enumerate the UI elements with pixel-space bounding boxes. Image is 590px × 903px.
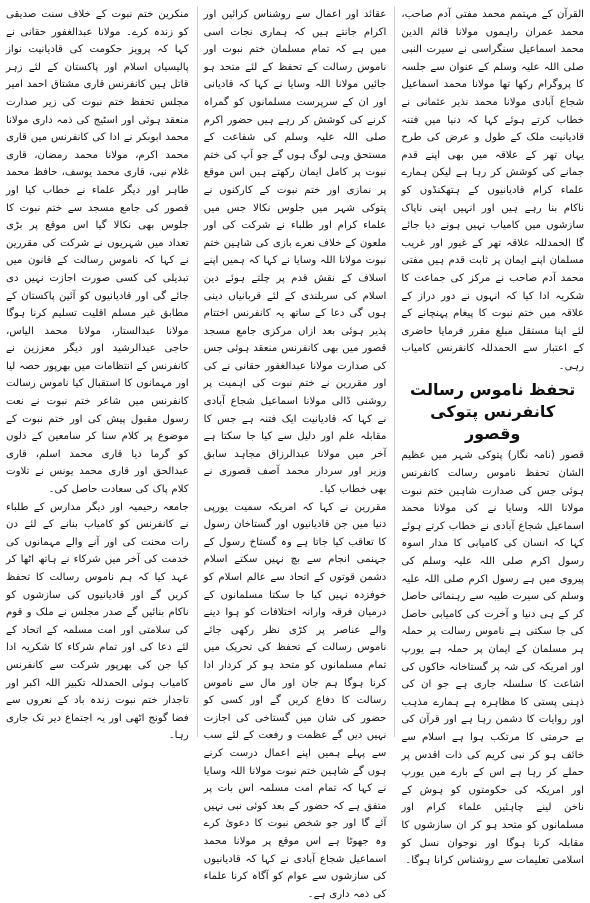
article-column-1	[394, 6, 584, 867]
article-column-2	[197, 6, 387, 900]
column-1-paragraph-2: قصور (نامہ نگار) پتوکی شہر میں عظیم الشان تحفظ ناموس رسالت کانفرنس ہوئی جس کی صدارت شاہین ختم نبوت مولانا اللہ وسایا نے کی مولانا محمد اسماعیل شجاع آبادی نے خطاب کرتے ہوئے کہا کہ انسان کی کامیابی کا مدار اسوہ رسول اکرم صلی اللہ علیہ وسلم کی پیروی میں ہے رسول اکرم صلی اللہ علیہ وسلم کی سیرت طیبہ سے رہنمائی حاصل کر کے ہی دنیا و آخرت کی کامیابی حاصل کی جا سکتی ہے ناموس رسالت پر حملہ ہر مسلمان کے ایمان پر حملہ ہے یورپ اور امریکہ کی شہ پر گستاخانہ خاکوں کی اشاعت کا سلسلہ جاری ہے جو ان کی ذہنی پستی کا مظاہرہ ہے ہمارے مذہب اور روایات کا دشمن رہا ہے اور قرآن کی بے حرمتی کا مرتکب ہوا ہے اسلام سے خائف ہو کر نبی کریم کی ذات اقدس پر حملے کر رہا ہے اس کے بارے میں یورپ اور امریکہ کی حکومتوں کو ہوش کے ناخن لینے چاہئیں علماء کرام اور مسلمانوں کو متحد ہو کر ان سازشوں کا مقابلہ کرنا ہوگا اور نوجوان نسل کو اسلامی تعلیمات سے روشناس کرانا ہوگا۔	[401, 450, 584, 867]
column-1-paragraph-1: القرآن کے مہتمم محمد مفتی آدم صاحب، محمد عمران راہموں مولانا قائم الدین محمد اسماعیل سنگراسی نے سیرت النبی صلی اللہ علیہ وسلم کے عنوان سے جلسہ کا پروگرام رکھا تھا مولانا محمد اسماعیل شجاع آبادی مولانا محمد نذیر عثمانی نے خطاب کرتے ہوئے کہا کہ دنیا میں فتنہ قادیانیت ملک کے طول و عرض کی طرح یہاں تھر کے علاقہ میں بھی اپنے قدم جمانے کی کوشش کر رہا ہے لیکن ہمارے علماء کرام قادیانیوں کے ہتھکنڈوں کو ناکام بنا رہے ہیں اور انہیں اپنی ناپاک سازشوں میں کامیاب نہیں ہونے دیا جائے گا الحمدللہ علاقہ تھر کے غیور اور غریب مسلمان اپنے ایمان پر ثابت قدم ہیں مفتی محمد آدم صاحب نے مرکز کی جماعت کا شکریہ ادا کیا کہ انہوں نے دور دراز کے علاقہ میں ختم نبوت کا پیغام پہنچانے کے لئے اپنا مستقل مبلغ مقرر فرمایا حاضری کے اعتبار سے الحمدللہ کانفرنس کامیاب رہی۔	[401, 9, 584, 372]
column-2-paragraph-1: عقائد اور اعمال سے روشناس کرائیں اور اکرام جانتے ہیں کہ ہماری نجات اسی میں ہے کہ تمام مسلمان ختم نبوت اور ناموس رسالت کے تحفظ کے لئے متحد ہو جائیں مولانا اللہ وسایا نے کہا کہ قادیانی اور ان کے سرپرست مسلمانوں کو گمراہ کرنے کی کوشش کر رہے ہیں حضور اکرم صلی اللہ علیہ وسلم کی شفاعت کے مستحق وہی لوگ ہوں گے جو آپ کی ختم نبوت پر کامل ایمان رکھتے ہیں اس موقع پر نمازی اور ختم نبوت کے کارکنوں نے پتوکی شہر میں جلوس نکالا جس میں علماء کرام اور طلباء نے شرکت کی اور ملعون کے خلاف نعرے بازی کی شاہین ختم نبوت مولانا اللہ وسایا نے کہا کہ ہمیں اپنے اسلاف کے نقش قدم پر چلتے ہوئے دین اسلام کی سربلندی کے لئے قربانیاں دینی ہوں گی دعا کے ساتھ یہ کانفرنس اختتام پذیر ہوئی بعد ازاں مرکزی جامع مسجد قصور میں بھی کانفرنس منعقد ہوئی جس کی صدارت مولانا عبدالغفور حقانی نے کی اور مقررین نے ختم نبوت کی اہمیت پر روشنی ڈالی مولانا اسماعیل شجاع آبادی نے کہا کہ قادیانیت ایک فتنہ ہے جس کا مقابلہ علم اور دلیل سے کیا جا سکتا ہے آخر میں مولانا عبدالرزاق مجاہد سابق وزیر اور سردار محمد آصف قصوری نے بھی خطاب کیا۔	[203, 9, 387, 496]
article-column-3	[5, 6, 189, 742]
column-3-paragraph-1: منکرین ختم نبوت کے خلاف سنت صدیقی کو زندہ کرے۔ مولانا عبدالغفور حقانی نے کہا کہ پرویز حکومت کی قادیانیت نواز پالیسیاں اسلام اور پاکستان کے لئے زہر قاتل ہیں کانفرنس قاری مشتاق احمد امیر مجلس تحفظ ختم نبوت کی زیر صدارت منعقد ہوئی اور اسٹیج کی ذمہ داری مولانا محمد ابوبکر نے ادا کی کانفرنس میں قاری محمد اکرم، مولانا محمد رمضان، قاری غلام نبی، قاری محمد یوسف، حافظ محمد طاہر اور دیگر علماء نے خطاب کیا اور قصور کی جامع مسجد سے ختم نبوت کا جلوس بھی نکالا گیا اس موقع پر بڑی تعداد میں شہریوں نے شرکت کی مقررین نے کہا کہ ناموس رسالت کے قانون میں تبدیلی کی کسی صورت اجازت نہیں دی جائے گی اور قادیانیوں کو آئین پاکستان کے مطابق غیر مسلم اقلیت تسلیم کرنا ہوگا مولانا عبدالستار، مولانا محمد الیاس، حاجی عبدالرشید اور دیگر معززین نے کانفرنس کے انتظامات میں بھرپور حصہ لیا اور مہمانوں کا استقبال کیا ناموس رسالت کانفرنس میں شاعر ختم نبوت نے نعت رسول مقبول پیش کی اور ختم نبوت کے موضوع پر کلام سنا کر سامعین کے دلوں کو گرما دیا قاری محمد اسلم، قاری عبدالحق اور قاری محمد یونس نے تلاوت کلام پاک کی سعادت حاصل کی۔	[5, 9, 189, 496]
column-2-paragraph-2: مقررین نے کہا کہ امریکہ سمیت یورپی دنیا میں جن قادیانیوں اور گستاخان رسول کا تعاقب کیا جاتا ہے وہ گستاخ رسول کے جہنمی انجام سے بچ نہیں سکتے اسلام دشمن قوتوں کے اتحاد سے عالم اسلام کو خوفزدہ نہیں کیا جا سکتا مسلمانوں کے درمیان فرقہ وارانہ اختلافات کو ہوا دینے والے عناصر پر کڑی نظر رکھی جائے ناموس رسالت کے تحفظ کی تحریک میں تمام مسلمانوں کو متحد ہو کر کردار ادا کرنا ہوگا ہم جان اور مال سے ناموس رسالت کا دفاع کریں گے اور کسی کو حضور کی شان میں گستاخی کی اجازت نہیں دیں گے عظمت و رفعت کے لئے سب سے پہلے ہمیں اپنے اعمال درست کرنے ہوں گے شاہین ختم نبوت مولانا اللہ وسایا نے کہا کہ تمام امت مسلمہ اس بات پر متفق ہے کہ حضور کے بعد کوئی نبی نہیں آئے گا اور جو شخص نبوت کا دعویٰ کرے وہ جھوٹا ہے اس موقع پر مولانا محمد اسماعیل شجاع آبادی نے کہا کہ قادیانیوں کی سازشوں سے عوام کو آگاہ کرنا علماء کی ذمہ داری ہے۔	[203, 501, 387, 900]
column-3-paragraph-2: جامعہ رحیمیہ اور دیگر مدارس کے طلباء نے کانفرنس کو کامیاب بنانے کے لئے دن رات محنت کی اور آنے والے مہمانوں کی خدمت کی آخر میں شرکاء نے ہاتھ اٹھا کر عہد کیا کہ ہم ناموس رسالت کا تحفظ کریں گے اور قادیانیوں کی سازشوں کو ناکام بنائیں گے صدر مجلس نے ملک و قوم کی سلامتی اور امت مسلمہ کے اتحاد کے لئے دعا کی اور تمام شرکاء کا شکریہ ادا کیا جن کی بھرپور شرکت سے کانفرنس کامیاب ہوئی الحمدللہ تکبیر اللہ اکبر اور تاجدار ختم نبوت زندہ باد کے نعروں سے فضا گونج اٹھی اور یہ اجتماع دیر تک جاری رہا۔	[5, 501, 189, 742]
article-headline: تحفظ ناموس رسالت کانفرنس پتوکی وقصور	[410, 380, 576, 444]
